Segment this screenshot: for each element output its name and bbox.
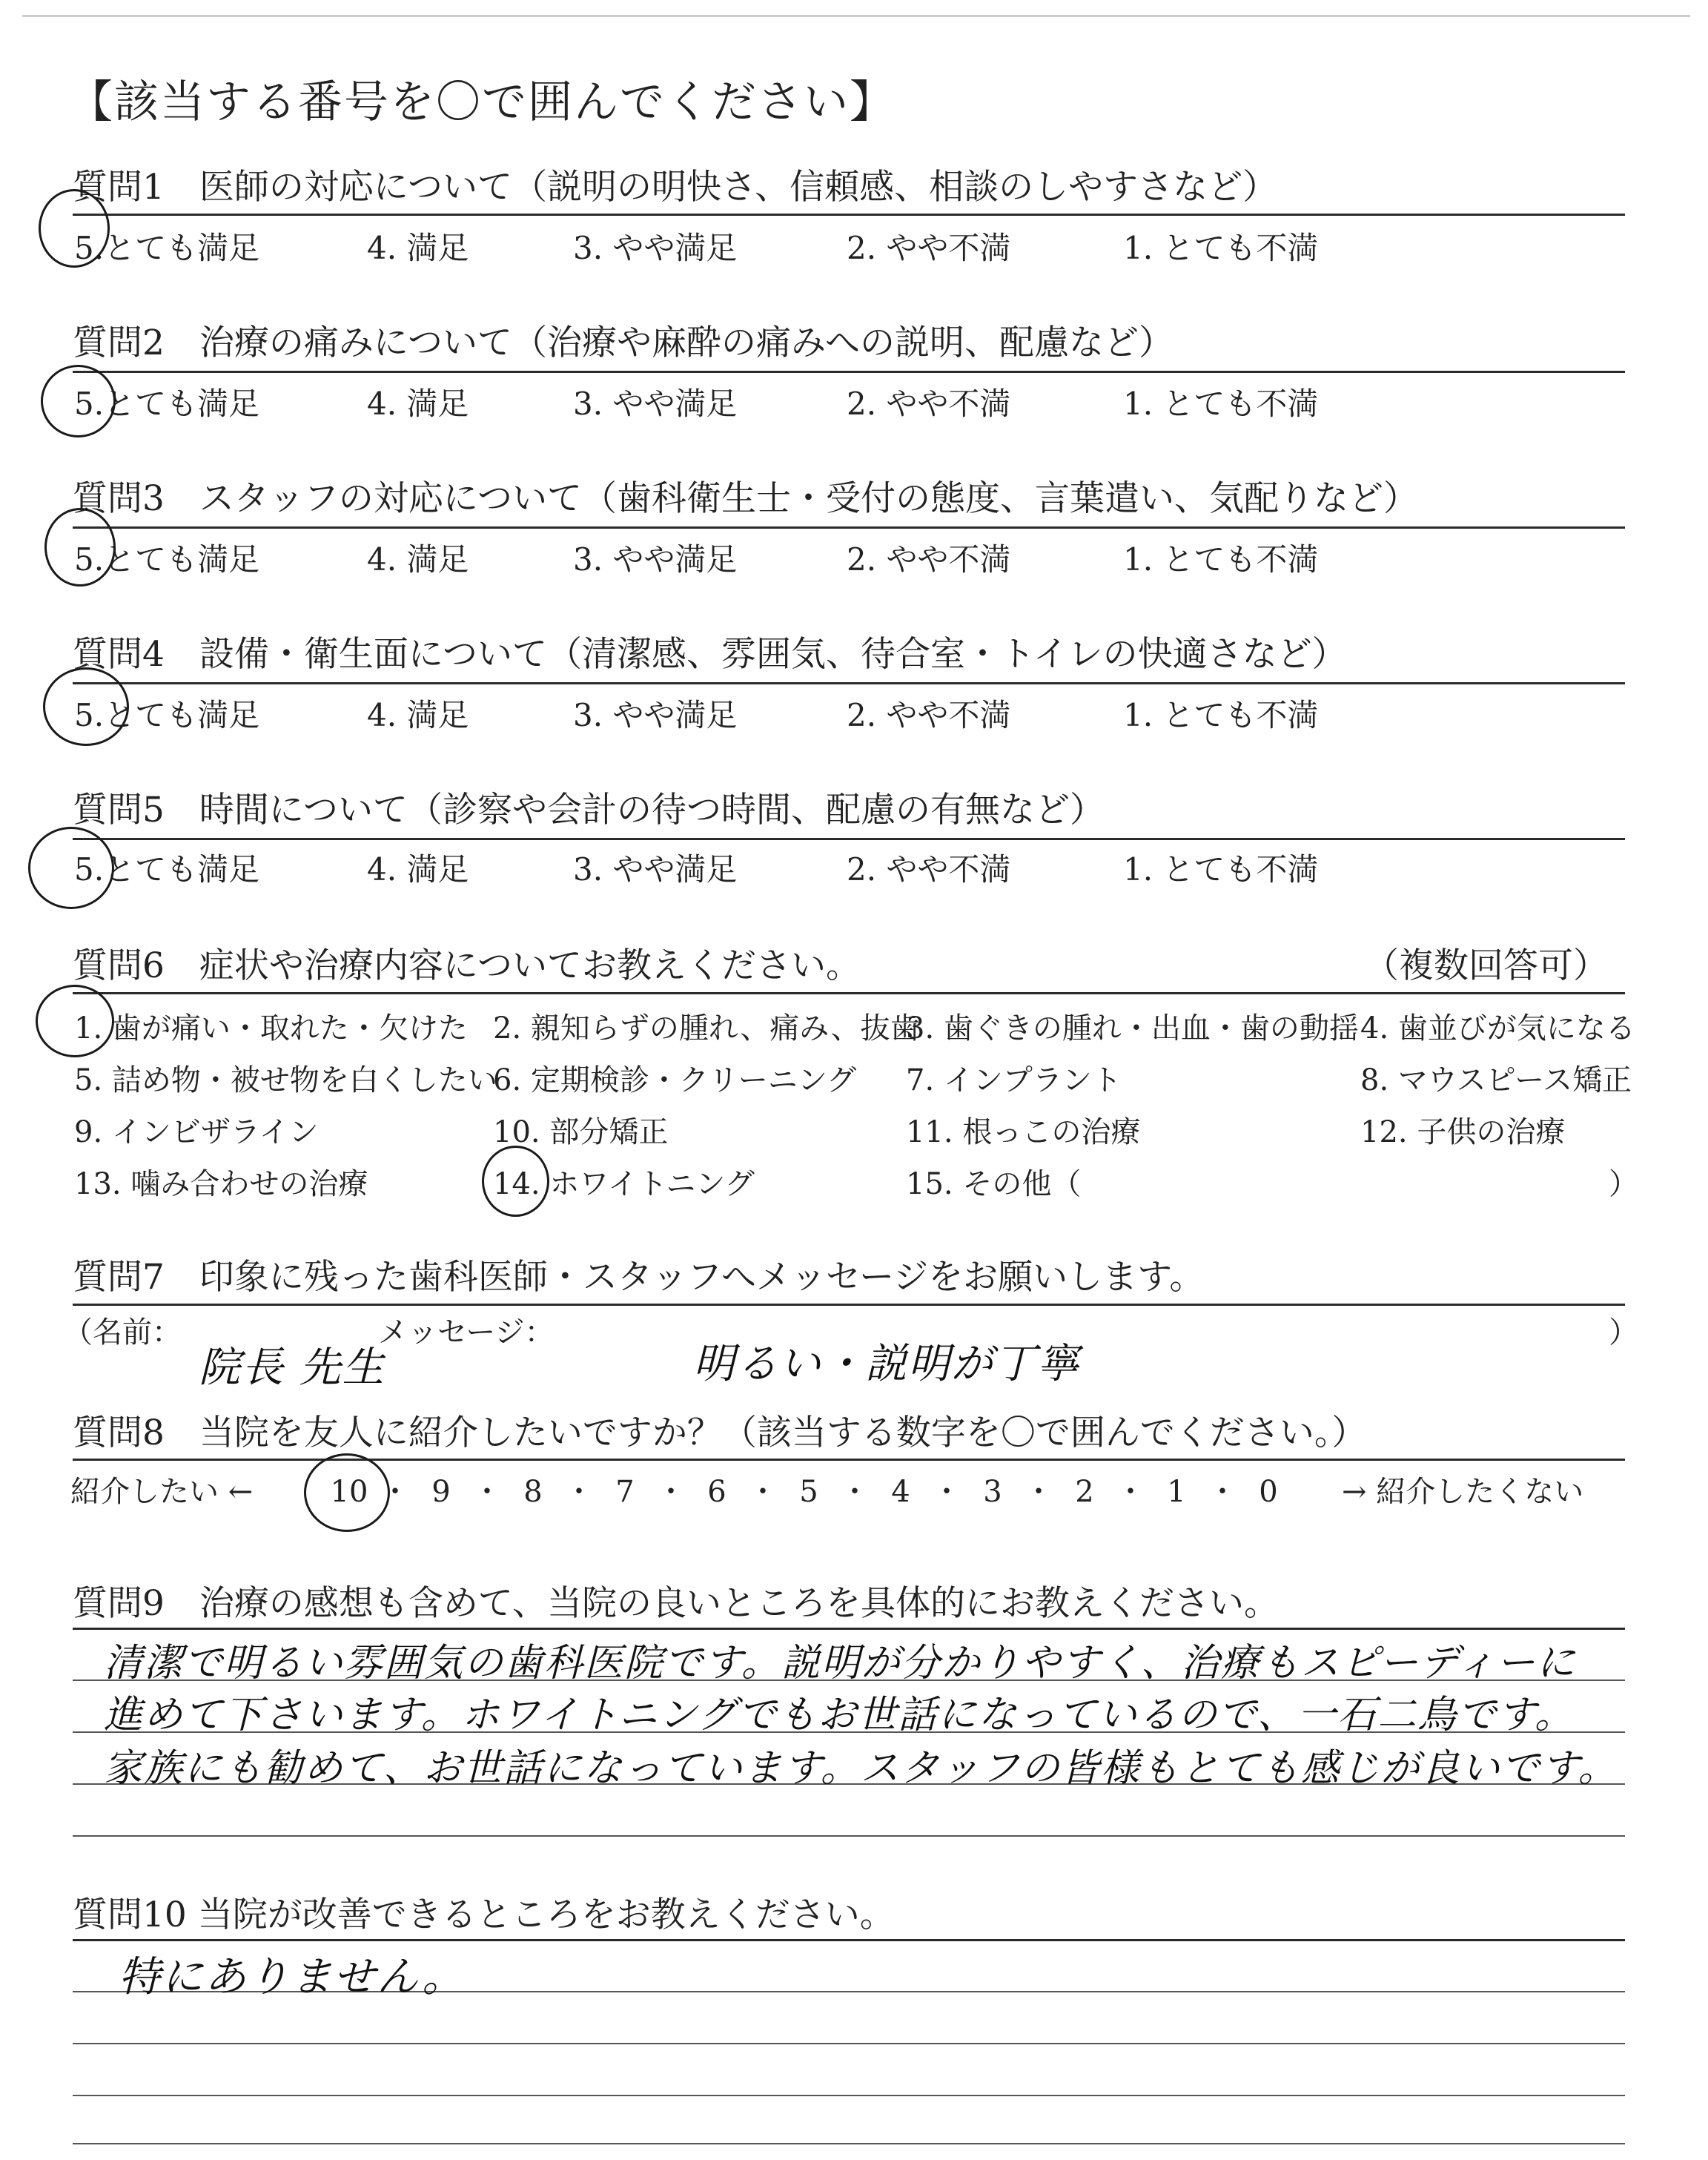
divider [73, 838, 1625, 840]
writing-line [73, 2095, 1625, 2096]
q4-option-1[interactable]: 1. とても不満 [1123, 697, 1319, 733]
divider [73, 992, 1625, 994]
q3-option-2[interactable]: 2. やや不満 [847, 541, 1011, 578]
q8-dot-separator: ・ [472, 1475, 502, 1509]
q8-dot-separator: ・ [1116, 1475, 1145, 1509]
selection-circle [41, 365, 116, 437]
q8-number-3[interactable]: 3 [983, 1475, 1002, 1509]
q6-option-9[interactable]: 9. インビザライン [74, 1115, 319, 1149]
question-9-title: 質問9 治療の感想も含めて、当院の良いところを具体的にお教えください。 [73, 1583, 1279, 1624]
q2-option-5[interactable]: 5.とても満足 [74, 386, 260, 422]
q4-option-4[interactable]: 4. 満足 [367, 697, 469, 733]
q7-close: ） [1609, 1315, 1638, 1350]
q8-dot-separator: ・ [656, 1475, 686, 1509]
selection-circle [43, 667, 129, 746]
q6-option-4[interactable]: 4. 歯並びが気になる [1360, 1011, 1635, 1046]
q7-name-handwritten: 院長 先生 [199, 1344, 385, 1392]
divider [73, 1459, 1625, 1461]
q9-answer-line-1: 清潔で明るい雰囲気の歯科医院です。説明が分かりやすく、治療もスピーディーに [104, 1641, 1577, 1685]
q8-number-scale [326, 1468, 1291, 1510]
q3-option-1[interactable]: 1. とても不満 [1123, 541, 1319, 578]
q4-option-2[interactable]: 2. やや不満 [847, 697, 1011, 733]
q8-number-1[interactable]: 1 [1167, 1475, 1186, 1509]
q6-option-1[interactable]: 1. 歯が痛い・取れた・欠けた [74, 1011, 468, 1046]
q6-option-10[interactable]: 10. 部分矯正 [493, 1115, 669, 1149]
q1-option-1[interactable]: 1. とても不満 [1123, 230, 1319, 266]
q2-option-2[interactable]: 2. やや不満 [847, 386, 1011, 422]
q8-dot-separator: ・ [1024, 1475, 1053, 1509]
q6-option-7[interactable]: 7. インプラント [906, 1063, 1122, 1097]
q8-left-label: 紹介したい ← [70, 1475, 254, 1509]
q7-message-label: メッセージ： [378, 1315, 555, 1350]
q1-option-2[interactable]: 2. やや不満 [847, 230, 1011, 266]
q1-option-5[interactable]: 5.とても満足 [74, 230, 260, 266]
q10-answer: 特にありません。 [119, 1953, 466, 2001]
question-6-title: 質問6 症状や治療内容についてお教えください。 [73, 945, 861, 986]
page-header: 【該当する番号を〇で囲んでください】 [68, 76, 896, 128]
question-6-note: （複数回答可） [1364, 945, 1608, 986]
q2-option-1[interactable]: 1. とても不満 [1123, 386, 1319, 422]
question-5-title: 質問5 時間について（診察や会計の待つ時間、配慮の有無など） [73, 790, 1105, 830]
q9-answer-line-2: 進めて下さいます。ホワイトニングでもお世話になっているので、一石二鳥です。 [104, 1693, 1575, 1737]
q4-option-3[interactable]: 3. やや満足 [573, 697, 738, 733]
q4-option-5[interactable]: 5.とても満足 [74, 697, 260, 733]
q8-number-2[interactable]: 2 [1075, 1475, 1094, 1509]
writing-line [73, 1835, 1625, 1837]
selection-circle [482, 1146, 549, 1217]
divider [73, 682, 1625, 684]
q2-option-4[interactable]: 4. 満足 [367, 386, 469, 422]
q8-number-9[interactable]: 9 [431, 1475, 451, 1509]
q8-number-0[interactable]: 0 [1259, 1475, 1278, 1509]
q5-option-2[interactable]: 2. やや不満 [847, 851, 1011, 888]
q8-number-4[interactable]: 4 [891, 1475, 910, 1509]
selection-circle [304, 1453, 390, 1532]
top-rule [22, 15, 1690, 17]
writing-line [73, 2143, 1625, 2144]
q6-option-5[interactable]: 5. 詰め物・被せ物を白くしたい [74, 1063, 497, 1097]
q8-dot-separator: ・ [1208, 1475, 1237, 1509]
selection-circle [39, 189, 110, 268]
q6-option-3[interactable]: 3. 歯ぐきの腫れ・出血・歯の動揺 [906, 1011, 1359, 1046]
q8-number-7[interactable]: 7 [615, 1475, 635, 1509]
q8-dot-separator: ・ [380, 1475, 410, 1509]
q8-dot-separator: ・ [932, 1475, 961, 1509]
q1-option-4[interactable]: 4. 満足 [367, 230, 469, 266]
q6-option-12[interactable]: 12. 子供の治療 [1360, 1115, 1566, 1149]
q8-number-5[interactable]: 5 [799, 1475, 818, 1509]
question-10-title: 質問10 当院が改善できるところをお教えください。 [73, 1895, 895, 1935]
q8-dot-separator: ・ [748, 1475, 778, 1509]
q8-number-8[interactable]: 8 [523, 1475, 543, 1509]
q8-right-label: → 紹介したくない [1342, 1475, 1584, 1509]
question-8-title: 質問8 当院を友人に紹介したいですか？（該当する数字を〇で囲んでください。） [73, 1413, 1367, 1453]
q3-option-5[interactable]: 5.とても満足 [74, 541, 260, 578]
divider [73, 1628, 1625, 1630]
divider [73, 526, 1625, 529]
q5-option-1[interactable]: 1. とても不満 [1123, 851, 1319, 888]
divider [73, 1939, 1625, 1941]
question-4-title: 質問4 設備・衛生面について（清潔感、雰囲気、待合室・トイレの快適さなど） [73, 634, 1347, 675]
q3-option-3[interactable]: 3. やや満足 [573, 541, 738, 578]
q2-option-3[interactable]: 3. やや満足 [573, 386, 738, 422]
q9-answer-line-3: 家族にも勧めて、お世話になっています。スタッフの皆様もとても感じが良いです。 [104, 1746, 1618, 1791]
q1-option-3[interactable]: 3. やや満足 [573, 230, 738, 266]
q6-option-8[interactable]: 8. マウスピース矯正 [1360, 1063, 1632, 1097]
q6-other-close: ） [1609, 1167, 1638, 1201]
q6-option-2[interactable]: 2. 親知らずの腫れ、痛み、抜歯 [493, 1011, 920, 1046]
q8-dot-separator: ・ [564, 1475, 594, 1509]
selection-circle [36, 985, 114, 1057]
q6-option-13[interactable]: 13. 噛み合わせの治療 [74, 1167, 368, 1201]
question-7-title: 質問7 印象に残った歯科医師・スタッフへメッセージをお願いします。 [73, 1257, 1205, 1298]
q3-option-4[interactable]: 4. 満足 [367, 541, 469, 578]
q7-name-label: （名前： [63, 1315, 182, 1350]
divider [73, 371, 1625, 373]
q6-option-15[interactable]: 15. その他（ [906, 1167, 1082, 1201]
q7-message-handwritten: 明るい・説明が丁寧 [693, 1340, 1080, 1388]
q6-option-11[interactable]: 11. 根っこの治療 [906, 1115, 1141, 1149]
q6-option-6[interactable]: 6. 定期検診・クリーニング [493, 1063, 857, 1097]
q6-option-14[interactable]: 14. ホワイトニング [493, 1167, 755, 1201]
question-1-title: 質問1 医師の対応について（説明の明快さ、信頼感、相談のしやすさなど） [73, 167, 1278, 208]
q5-option-3[interactable]: 3. やや満足 [573, 851, 738, 888]
q8-dot-separator: ・ [840, 1475, 870, 1509]
question-2-title: 質問2 治療の痛みについて（治療や麻酔の痛みへの説明、配慮など） [73, 323, 1174, 363]
q5-option-5[interactable]: 5.とても満足 [74, 851, 260, 888]
selection-circle [28, 827, 114, 909]
question-3-title: 質問3 スタッフの対応について（歯科衛生士・受付の態度、言葉遣い、気配りなど） [73, 478, 1418, 519]
q5-option-4[interactable]: 4. 満足 [367, 851, 469, 888]
divider [73, 214, 1625, 216]
selection-circle [44, 508, 116, 587]
q8-number-10[interactable]: 10 [330, 1475, 368, 1509]
q8-number-6[interactable]: 6 [707, 1475, 726, 1509]
divider [73, 1304, 1625, 1306]
writing-line [73, 2043, 1625, 2044]
